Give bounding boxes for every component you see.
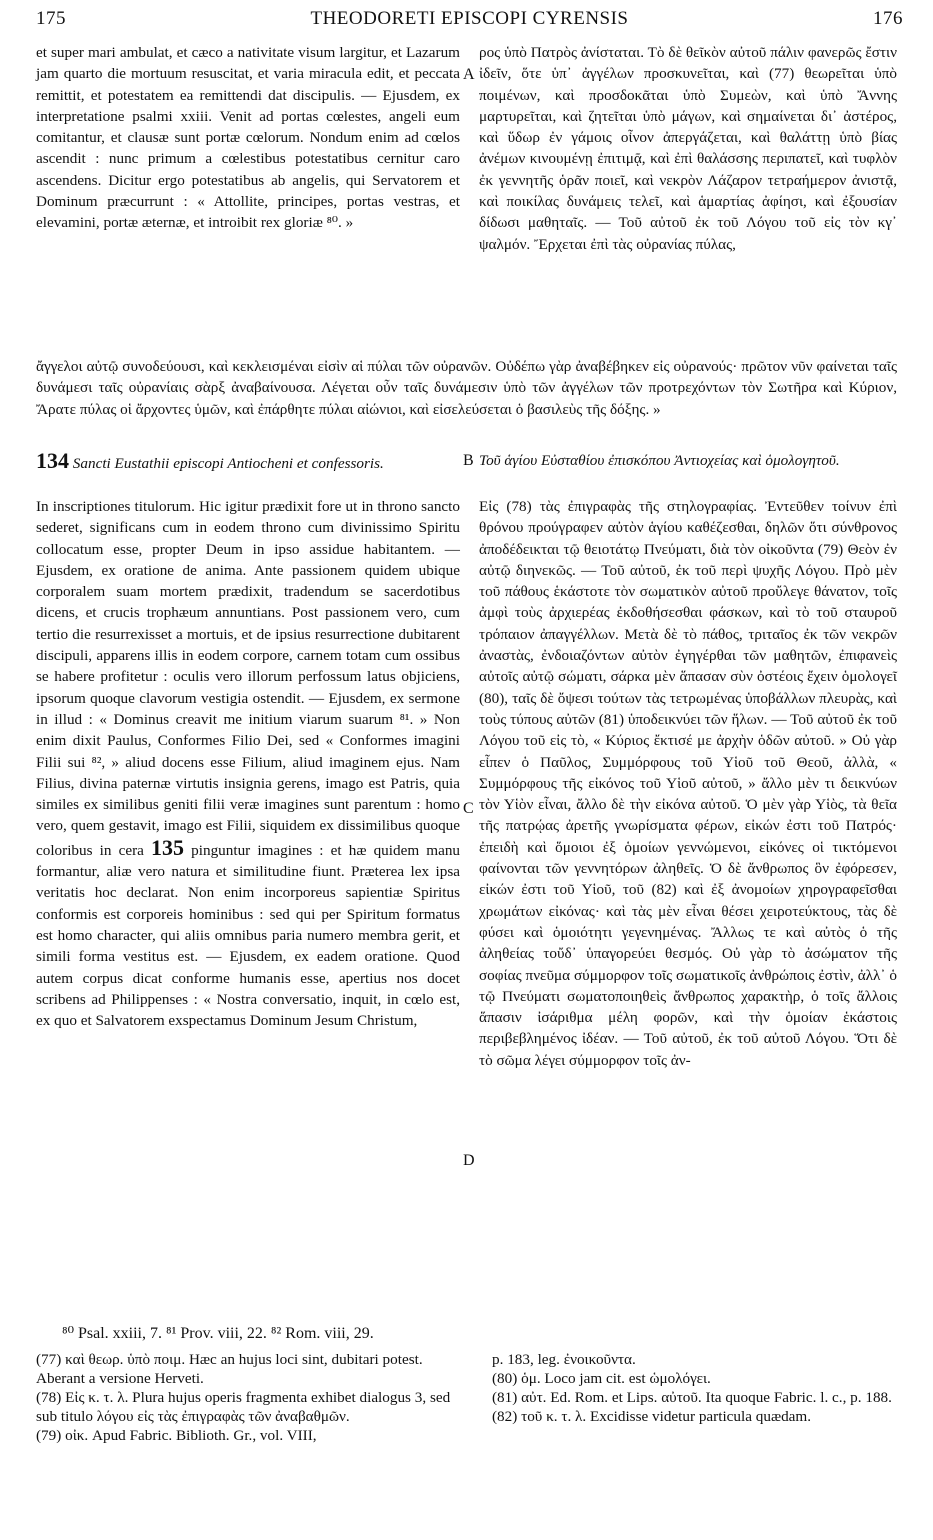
inline-page-number: 135 [151, 834, 185, 860]
footnote: p. 183, leg. ἐνοικοῦντα. [492, 1351, 636, 1368]
footnote: (82) τοῦ κ. τ. λ. Excidisse videtur particula quædam. [492, 1408, 812, 1425]
latin-section-heading: Sancti Eustathii episcopi Antiocheni et confessoris. [72, 455, 384, 472]
section-title-latin [36, 450, 460, 474]
footnotes-left [36, 1350, 460, 1445]
footnotes-right [492, 1350, 897, 1426]
margin-letter-d: D [463, 1152, 475, 1169]
section-title-greek [479, 450, 897, 471]
greek-column-body: Εἰς (78) τὰς ἐπιγραφὰς τῆς στηλογραφίας. Ἐντεῦθεν τοίνυν ἐπὶ θρόνου προύγραφεν αὐτὸν ἁγίου καθέζεσθαι, δηλῶν ὅτι σύνθρονος ἀποδέδεικται τῷ θειοτάτῳ Πνεύματι, διὰ τὸν οἰκοῦντα (79) Θεὸν ἐν αὐτῷ διηνεκῶς. — Τοῦ αὐτοῦ, ἐκ τοῦ περὶ ψυχῆς Λόγου. Πρὸ μὲν τοῦ πάθους ἑκάστοτε τὸν σωματικὸν αὐτοῦ προὔλεγε θάνατον, τοῖς ἀμφὶ τοὺς ἀρχιερέας ἐκδοθήσεσθαι φάσκων, καὶ τὸ τοῦ σταυροῦ τρόπαιον ἀπαγγέλλων. Μετὰ δὲ τὸ πάθος, τριταῖος ἐκ τῶν νεκρῶν ἀναστὰς, ἐνδοιαζόντων αὐτὸν ἐγηγέρθαι τῶν μαθητῶν, ἐπιφανεὶς αὐτοῖς αὐτῷ σώματι, σάρκα μὲν ἅπασαν σὺν ὀστέοις ἔχειν ὁμολογεῖ (80), ταῖς δὲ ὄψεσι τούτων τὰς τετρωμένας ὑποβάλλων πλευρὰς, καὶ τοὺς τύπους αὐτῶν (81) ὑποδεικνύει τῶν ἥλων. — Τοῦ αὐτοῦ ἐκ τοῦ Λόγου τοῦ εἰς τὸ, « Κύριος ἔκτισέ με ἀρχὴν ὁδῶν αὐτοῦ. » Οὐ γὰρ εἶπεν ὁ Παῦλος, Συμμόρφους τοῦ Υἱοῦ τοῦ Θεοῦ, ἀλλὰ, « Συμμόρφους τῆς εἰκόνος τοῦ Υἱοῦ αὐτοῦ, » ἄλλο μὲν τι δεικνύων τὸν Υἱὸν εἶναι, ἄλλο δὲ τὴν εἰκόνα αὐτοῦ. Ὁ μὲν γὰρ Υἱὸς, τὰ θεῖα τῆς πατρῴας ἀρετῆς γνωρίσματα φέρων, εἰκών ἐστι τοῦ Πατρός· ἐπειδὴ καὶ ὅμοιοι ἐξ ὁμοίων γεννώμενοι, εἰκόνες οἱ τικτόμενοι φαίνονται τῶν γεννητόρων ἀληθεῖς. Ὁ δὲ ἄνθρωπος ὃν ἐφόρεσεν, εἰκών ἐστι τοῦ Υἱοῦ, τοῦ (82) καὶ ἐξ ἀνομοίων χηρογραφεῖσθαι χρωμάτων εἰκόνας· καὶ τὰς μὲν εἶναι θέσει χειροτεύκτους, τὰς δὲ φύσει καὶ ὁμοιότητι γεγενημένας. Ἄλλως τε καὶ αὐτὸς ὁ τῆς ἀληθείας τοὔδ᾽ ὑπαγορεύει θεσμός. Οὐ γὰρ τὸ ἀσώματον τῆς σοφίας πνεῦμα σύμμορφον τοῖς σωματικοῖς ἀνθρώποις ἐστὶν, ἀλλ᾽ ὁ τῷ Πνεύματι σωματοποιηθεὶς ἄνθρωπος χαρακτὴρ, ὁ τοῖς ἄλλοις ἅπασιν ἰσάριθμα μέλη φορῶν, καὶ τὴν ὁμοίαν ἑκάστοις περιβεβλημένος ἰδέαν. — Τοῦ αὐτοῦ, ἐκ τοῦ αὐτοῦ Λόγου. Ὅτι δὲ τὸ σῶμα λέγει σύμμορφον τοῖς ἀν- [479, 498, 897, 1069]
running-header [36, 8, 903, 34]
footnote: (77) καὶ θεωρ. ὑπὸ ποιμ. Hæc an hujus loci sint, dubitari potest. Aberant a versione Herveti. [36, 1351, 423, 1387]
latin-column-top: et super mari ambulat, et cæco a nativitate visum largitur, et Lazarum jam quarto die mortuum resuscitat, et varia miracula edit, et peccata remittit, et potestatem ea remittendi dat discipulis. — Ejusdem, ex interpretatione psalmi xxiii. Venit ad portas cœlestes, angeli eum comitantur, et clausæ sunt portæ cœlorum. Nondum enim ad cœlos ascendit : nunc primum a cœlestibus potestatibus cernitur caro ascendens. Dicitur ergo potestatibus ab angelis, qui Servatorem et Dominum præcurrunt : « Attollite, principes, portas vestras, et elevamini, portæ æternæ, et introibit rex gloriæ ⁸⁰. » [36, 44, 460, 232]
margin-letter-c: C [463, 800, 474, 817]
footnote: (78) Εἰς κ. τ. λ. Plura hujus operis fragmenta exhibet dialogus 3, sed sub titulo λόγου εἰς τὰς ἐπιγραφὰς τῶν ἀναβαθμῶν. [36, 1389, 451, 1425]
footnote: (79) οἰκ. Apud Fabric. Biblioth. Gr., vol. VIII, [36, 1427, 317, 1444]
latin-text-2: pinguntur imagines : et hæ quidem manu formantur, aliæ vero natura et similitudine fiunt. Præterea lex ipsa veritatis hoc declarat. Non enim incorporeus sapientiæ Spiritus conformis est corporeis hominibus : sed qui per Spiritum formatus est homo character, qui aliis omnibus paria numero membra gerit, et simili forma vestitus est. — Ejusdem, ex eadem oratione. Quod autem corpus dicat conforme humanis esse, apertius nos docet scribens ad Philippenses : « Nostra conversatio, inquit, in cœlo est, ex quo et Salvatorem exspectamus Dominum Jesum Christum, [36, 841, 461, 1030]
margin-letter-a: A [463, 66, 475, 83]
scripture-references: ⁸⁰ Psal. xxiii, 7. ⁸¹ Prov. viii, 22. ⁸² Rom. viii, 29. [62, 1325, 374, 1342]
page-number-left: 175 [36, 8, 66, 29]
greek-section-heading: Τοῦ ἁγίου Εὐσταθίου ἐπισκόπου Ἀντιοχείας καὶ ὁμολογητοῦ. [479, 452, 840, 469]
footnote: (80) ὁμ. Loco jam cit. est ὡμολόγει. [492, 1370, 711, 1387]
section-number: 134 [36, 448, 69, 473]
greek-full-width: ἄγγελοι αὐτῷ συνοδεύουσι, καὶ κεκλεισμέναι εἰσὶν αἱ πύλαι τῶν οὐρανῶν. Οὐδέπω γὰρ ἀναβέβηκεν εἰς οὐρανούς· πρῶτον νῦν φαίνεται ταῖς δυνάμεσι ταῖς οὐρανίαις σὰρξ ἀναβαίνουσα. Λέγεται οὖν ταῖς δυνάμεσιν ὑπὸ τῶν ἀγγέλων τῶν προτρεχόντων τὸν Σωτῆρα καὶ Κύριον, Ἄρατε πύλας οἱ ἄρχοντες ὑμῶν, καὶ ἐπάρθητε πύλαι αἰώνιοι, καὶ εἰσελεύσεται ὁ βασιλεὺς τῆς δόξης. » [36, 358, 897, 418]
margin-letter-b: B [463, 452, 474, 469]
running-title: THEODORETI EPISCOPI CYRENSIS [310, 8, 629, 29]
footnote: (81) αὐτ. Ed. Rom. et Lips. αὐτοῦ. Ita quoque Fabric. l. c., p. 188. [492, 1389, 892, 1406]
greek-column-top: ρος ὑπὸ Πατρὸς ἀνίσταται. Τὸ δὲ θεῖκὸν αὐτοῦ πάλιν φανερῶς ἔστιν ἰδεῖν, ὅτε ὑπ᾽ ἀγγέλων προσκυνεῖται, καὶ (77) θεωρεῖται ὑπὸ ποιμένων, καὶ προσδοκᾶται ὑπὸ Συμεὼν, καὶ ὑπὸ Ἄννης μαρτυρεῖται, καὶ ζητεῖται ὑπὸ μάγων, καὶ σημαίνεται δι᾽ ἀστέρος, καὶ ὕδωρ ἐν γάμοις οἶνον ἀπεργάζεται, καὶ θαλάττῃ ὑπὸ βίας ἀνέμων κινουμένῃ ἐπιτιμᾷ, καὶ ἐπὶ θαλάσσης περιπατεῖ, καὶ τυφλὸν ἐκ γεννητῆς ὁρᾶν ποιεῖ, καὶ νεκρὸν Λάζαρον τετραήμερον ἀνιστᾷ, καὶ ποικίλας δυνάμεις τελεῖ, καὶ ἁμαρτίας ἀφίησι, καὶ ἐξουσίαν δίδωσι μαθηταῖς. — Τοῦ αὐτοῦ ἐκ τοῦ Λόγου τοῦ εἰς τὸν κγ᾽ ψαλμόν. Ἔρχεται ἐπὶ τὰς οὐρανίας πύλας, [479, 44, 897, 253]
latin-text-1: In inscriptiones titulorum. Hic igitur prædixit fore ut in throno sancto sederet, significans cum in eodem throno cum divinissimo Spiritu collocatum esse, propter Deum in ipso assidue habitantem. — Ejusdem, ex oratione de anima. Ante passionem quidem ubique corporalem suam mortem prædixit, tradendum se sacerdotibus dicens, et crucis trophæum annuntians. Post passionem vero, cum tertio die resurrexisset a mortuis, et de ipsius resurrectione dubitarent discipuli, apparens illis in eodem corpore, carnem totam cum ossibus se habere profitetur : oculis vero illorum perfossum latus objiciens, ipsorum quoque clavorum vestigia ostendit. — Ejusdem, ex sermone in illud : « Dominus creavit me initium viarum suarum ⁸¹. » Non enim dixit Paulus, Conformes Filio Dei, sed « Conformes imagini Filii sui ⁸², » aliud docens esse Filium, aliud imaginem ejus. Nam Filius, divina paternæ virtutis insignia gerens, imago est Patris, quia similes ex similibus geniti filii veræ imagines sunt parentum : homo vero, quem gestavit, imago est Filii, siquidem ex dissimilibus quoque coloribus in cera [36, 498, 460, 859]
latin-column-body [36, 496, 460, 1031]
page-number-right: 176 [873, 8, 903, 29]
